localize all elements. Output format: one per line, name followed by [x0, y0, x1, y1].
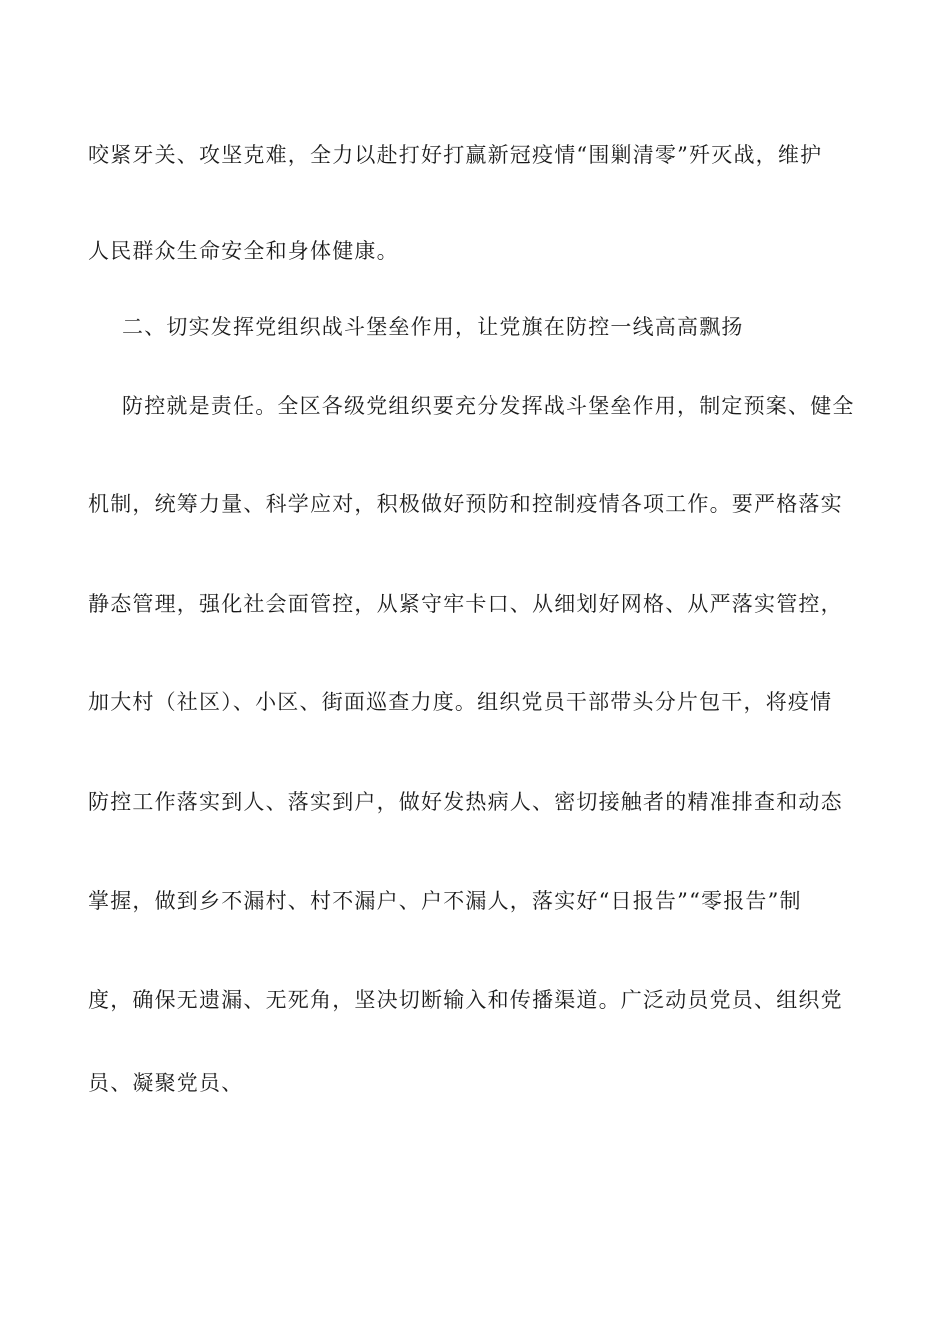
- paragraph-line: 防控工作落实到人、落实到户，做好发热病人、密切接触者的精准排查和动态: [88, 790, 843, 814]
- section-heading: 二、切实发挥党组织战斗堡垒作用，让党旗在防控一线高高飘扬: [122, 315, 744, 339]
- paragraph-line: 咬紧牙关、攻坚克难，全力以赴打好打赢新冠疫情“围剿清零”歼灭战，维护: [88, 143, 823, 167]
- paragraph-line: 加大村（社区）、小区、街面巡查力度。组织党员干部带头分片包干，将疫情: [88, 690, 833, 714]
- paragraph-line: 机制，统筹力量、科学应对，积极做好预防和控制疫情各项工作。要严格落实: [88, 492, 843, 516]
- paragraph-line: 防控就是责任。全区各级党组织要充分发挥战斗堡垒作用，制定预案、健全: [122, 394, 855, 418]
- paragraph-line: 掌握，做到乡不漏村、村不漏户、户不漏人，落实好“日报告”“零报告”制: [88, 889, 802, 913]
- paragraph-line: 度，确保无遗漏、无死角，坚决切断输入和传播渠道。广泛动员党员、组织党: [88, 988, 843, 1012]
- paragraph-line: 人民群众生命安全和身体健康。: [88, 239, 399, 263]
- paragraph-line: 静态管理，强化社会面管控，从紧守牢卡口、从细划好网格、从严落实管控，: [88, 592, 843, 616]
- paragraph-line: 员、凝聚党员、: [88, 1071, 244, 1095]
